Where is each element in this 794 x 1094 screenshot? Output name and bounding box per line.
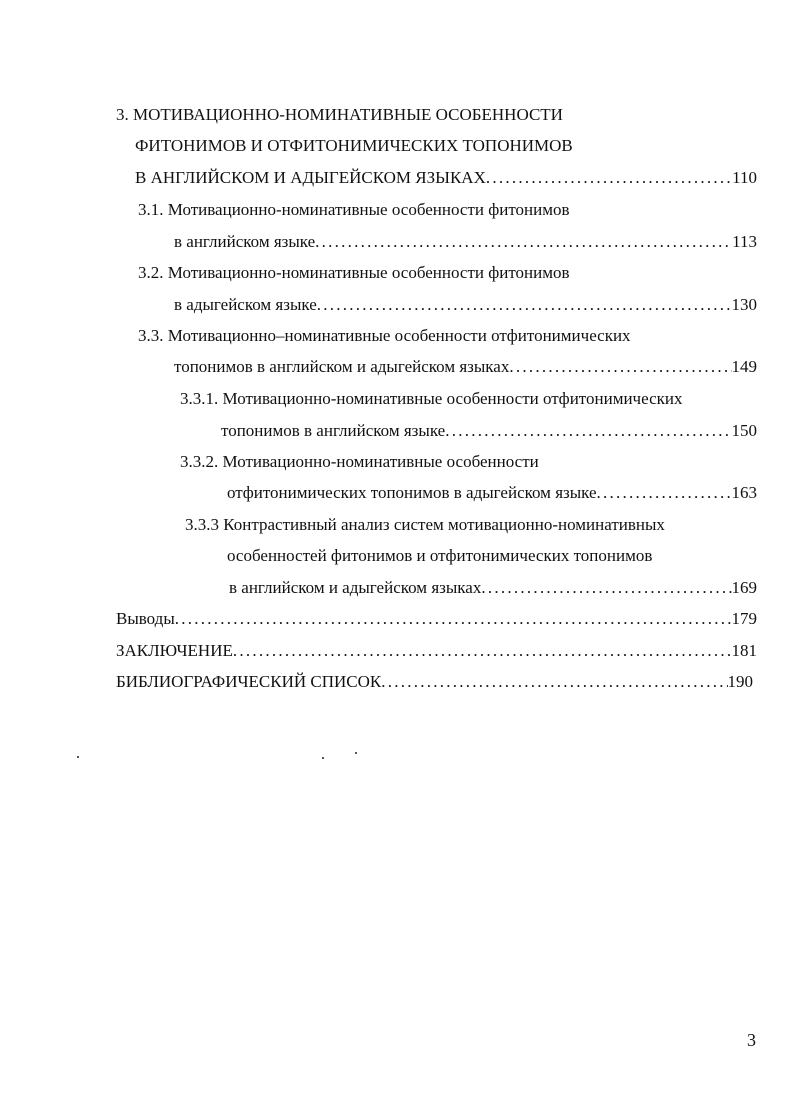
dot-leader xyxy=(175,608,732,630)
dot-leader xyxy=(597,482,732,504)
toc-bibliography-page: 190 xyxy=(727,672,753,691)
toc-s333-line1: 3.3.3 Контрастивный анализ систем мотивационно-номинативных xyxy=(185,515,665,534)
toc-entry-s32 xyxy=(174,294,757,316)
toc-s31-line2: в английском языке xyxy=(174,232,316,251)
dot-leader xyxy=(317,294,732,316)
toc-s32-page: 130 xyxy=(731,295,757,314)
toc-bibliography-label: БИБЛИОГРАФИЧЕСКИЙ СПИСОК xyxy=(116,672,382,691)
dot-leader xyxy=(233,640,732,662)
toc-entry-summary xyxy=(116,640,757,662)
toc-s33-line2: топонимов в английском и адыгейском языках xyxy=(174,357,510,376)
scan-speck xyxy=(77,756,79,758)
toc-s331-line2: топонимов в английском языке xyxy=(221,421,446,440)
toc-conclusions-page: 179 xyxy=(731,609,757,628)
toc-entry-s332 xyxy=(227,482,757,504)
toc-s33-line1: 3.3. Мотивационно–номинативные особенности отфитонимических xyxy=(138,326,631,345)
toc-summary-label: ЗАКЛЮЧЕНИЕ xyxy=(116,641,233,660)
toc-entry-conclusions xyxy=(116,608,757,630)
dot-leader xyxy=(509,356,731,378)
toc-ch3-line2: ФИТОНИМОВ И ОТФИТОНИМИЧЕСКИХ ТОПОНИМОВ xyxy=(135,136,573,155)
toc-s332-line2: отфитонимических топонимов в адыгейском языке xyxy=(227,483,597,502)
dot-leader xyxy=(445,420,731,442)
toc-s333-line3: в английском и адыгейском языках xyxy=(229,578,482,597)
toc-s32-line1: 3.2. Мотивационно-номинативные особенности фитонимов xyxy=(138,263,570,282)
dot-leader xyxy=(381,671,727,693)
toc-ch3-line3: В АНГЛИЙСКОМ И АДЫГЕЙСКОМ ЯЗЫКАХ xyxy=(135,168,486,187)
toc-conclusions-label: Выводы xyxy=(116,609,175,628)
scan-speck xyxy=(355,752,357,754)
toc-s331-line1: 3.3.1. Мотивационно-номинативные особенности отфитонимических xyxy=(180,389,683,408)
toc-s33-page: 149 xyxy=(731,357,757,376)
toc-summary-page: 181 xyxy=(731,641,757,660)
page-number: 3 xyxy=(747,1030,756,1050)
toc-s32-line2: в адыгейском языке xyxy=(174,295,317,314)
toc-entry-s31 xyxy=(174,231,757,253)
toc-ch3-line1: 3. МОТИВАЦИОННО-НОМИНАТИВНЫЕ ОСОБЕННОСТИ xyxy=(116,105,563,124)
dot-leader xyxy=(486,167,732,189)
toc-ch3-page: 110 xyxy=(732,168,757,187)
dot-leader xyxy=(481,577,731,599)
toc-s332-page: 163 xyxy=(731,483,757,502)
toc-s331-page: 150 xyxy=(731,421,757,440)
toc-s31-page: 113 xyxy=(732,232,757,251)
toc-entry-s333 xyxy=(229,577,757,599)
toc-s333-page: 169 xyxy=(731,578,757,597)
scan-speck xyxy=(322,757,324,759)
toc-entry-s33 xyxy=(174,356,757,378)
toc-entry-bibliography xyxy=(116,671,753,693)
toc-s333-line2: особенностей фитонимов и отфитонимических топонимов xyxy=(227,546,653,565)
toc-s31-line1: 3.1. Мотивационно-номинативные особенности фитонимов xyxy=(138,200,570,219)
toc-s332-line1: 3.3.2. Мотивационно-номинативные особенности xyxy=(180,452,539,471)
toc-entry-ch3 xyxy=(135,167,757,189)
toc-entry-s331 xyxy=(221,420,757,442)
dot-leader xyxy=(315,231,732,253)
